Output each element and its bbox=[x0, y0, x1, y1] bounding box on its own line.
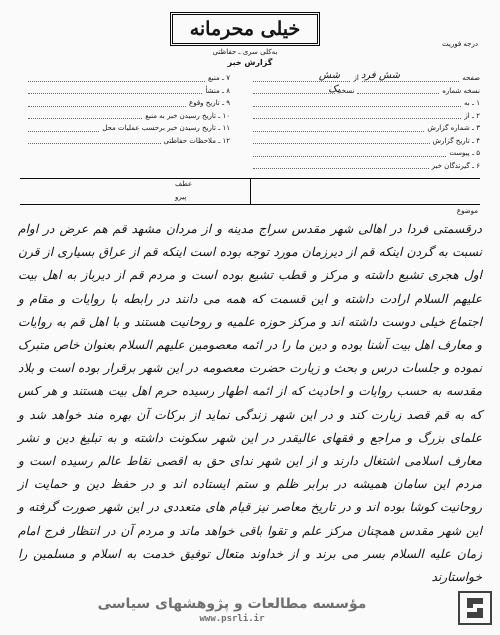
form-label: ۱۱ ـ تاریخ رسیدن خبر برحسب عملیات محل bbox=[102, 124, 230, 132]
form-label: ۷ ـ منبع bbox=[208, 74, 230, 82]
form-row bbox=[25, 135, 230, 148]
form-divider-vertical bbox=[250, 178, 251, 204]
form-divider bbox=[20, 204, 480, 205]
form-label: ۳ ـ شماره گزارش bbox=[427, 124, 480, 132]
form-row bbox=[25, 97, 230, 110]
handwritten-page-total: شش فرد bbox=[360, 70, 400, 81]
form-label: ۱ ـ به bbox=[464, 99, 480, 107]
form-row bbox=[250, 97, 480, 110]
institute-logo-icon bbox=[458, 591, 492, 625]
classification-stamp: خیلی محرمانه bbox=[170, 12, 320, 46]
form-row bbox=[25, 110, 230, 123]
form-row bbox=[250, 147, 480, 160]
classification-subtitle: به‌کلی‌ سری‌ ـ حفاظتی bbox=[212, 48, 278, 56]
form-label: نسخه bbox=[337, 86, 355, 95]
form-label: ۴ ـ تاریخ گزارش bbox=[432, 136, 480, 145]
form-row bbox=[250, 110, 480, 123]
form-label: ۱۲ ـ ملاحظات حفاظتی bbox=[163, 136, 230, 145]
priority-label: درجه فوریت bbox=[442, 40, 478, 48]
form-row bbox=[250, 160, 480, 173]
form-label: از bbox=[353, 74, 359, 82]
watermark-url: www.psrli.ir bbox=[199, 614, 265, 624]
form-label: صفحه bbox=[462, 74, 480, 82]
form-row bbox=[250, 122, 480, 135]
form-label: ۲ ـ از bbox=[464, 111, 480, 120]
form-row bbox=[25, 85, 230, 98]
peyro-label: پیرو bbox=[175, 193, 187, 201]
handwritten-copy-number: یک bbox=[328, 84, 340, 95]
form-label: نسخه شماره bbox=[442, 86, 480, 95]
handwritten-report-body: درقسمتی فردا در اهالی شهر مقدس سراج مدینه و از مردان مشهد قم هم عرض در اوام نسبت به گردن اینکه قم از دیرزمان مورد توجه بوده است اینکه قم از عراق بسیاری از قرن اول هجری تشیع داشته و مرکز و قطب تشیع بوده است و مردم قم از دیرباز به اهل بیت علیهم السلام ارادت داشته و این قسمت که همه می دانند در رابطه با روایات و مقام و اجتماع خیلی دوست داشته اند و مرکز حوزه علمیه و روحانیت هستند و با اهل قم به روایات و معارف اهل بیت آشنا بوده و دین ما را در ائمه معصومین علیهم السلام بعنوان خاص متبرک نموده و جلسات درس و بحث و زیارت حضرت معصومه در این شهر برقرار بوده است و بلاد مقدسه به حسب روایات و احادیث که از ائمه اطهار رسیده حرم اهل بیت هستند و هر کس که به قم قصد زیارت کند و در این شهر زندگی نماید از برکات آن بهره مند خواهد شد و علمای بزرگ و مراجع و فقهای عالیقدر در این شهر سکونت داشته و به تبلیغ دین و نشر معارف اسلامی اشتغال دارند و از این شهر ندای حق به اقصی نقاط عالم رسیده است و مردم این سامان همیشه در برابر ظلم و ستم ایستاده اند و در حفظ دین و حمایت از روحانیت کوشا بوده اند و در تاریخ معاصر نیز قیام های متعددی در این شهر صورت گرفته و این شهر مقدس همچنان مرکز علم و تقوا باقی خواهد ماند و مردم آن در انتظار فرج امام زمان علیه السلام بسر می برند و از خداوند متعال توفیق خدمت به اسلام و مسلمین را خواستارند bbox=[18, 222, 482, 585]
form-label: ۱۰ ـ تاریخ رسیدن خبر به منبع bbox=[145, 111, 230, 120]
form-label: ۶ ـ گیرندگان خبر bbox=[431, 161, 480, 170]
form-row bbox=[25, 72, 230, 85]
atf-label: عطف bbox=[175, 180, 193, 188]
form-fields-right bbox=[250, 72, 480, 172]
form-fields-left bbox=[25, 72, 230, 147]
form-row bbox=[250, 85, 480, 98]
watermark-institute-name: مؤسسه مطالعات و پژوهشهای سیاسی bbox=[97, 596, 367, 612]
form-label: ۸ ـ منشأ bbox=[205, 86, 230, 95]
form-label: ۵ ـ پیوست bbox=[449, 149, 480, 157]
form-row bbox=[25, 122, 230, 135]
form-row bbox=[250, 135, 480, 148]
form-label: ۹ ـ تاریخ وقوع bbox=[189, 99, 230, 107]
report-title: گزارش خبر bbox=[227, 58, 273, 67]
archive-watermark bbox=[22, 593, 442, 627]
subject-label: موضوع bbox=[456, 207, 478, 215]
handwritten-page-number: شش bbox=[318, 70, 340, 81]
